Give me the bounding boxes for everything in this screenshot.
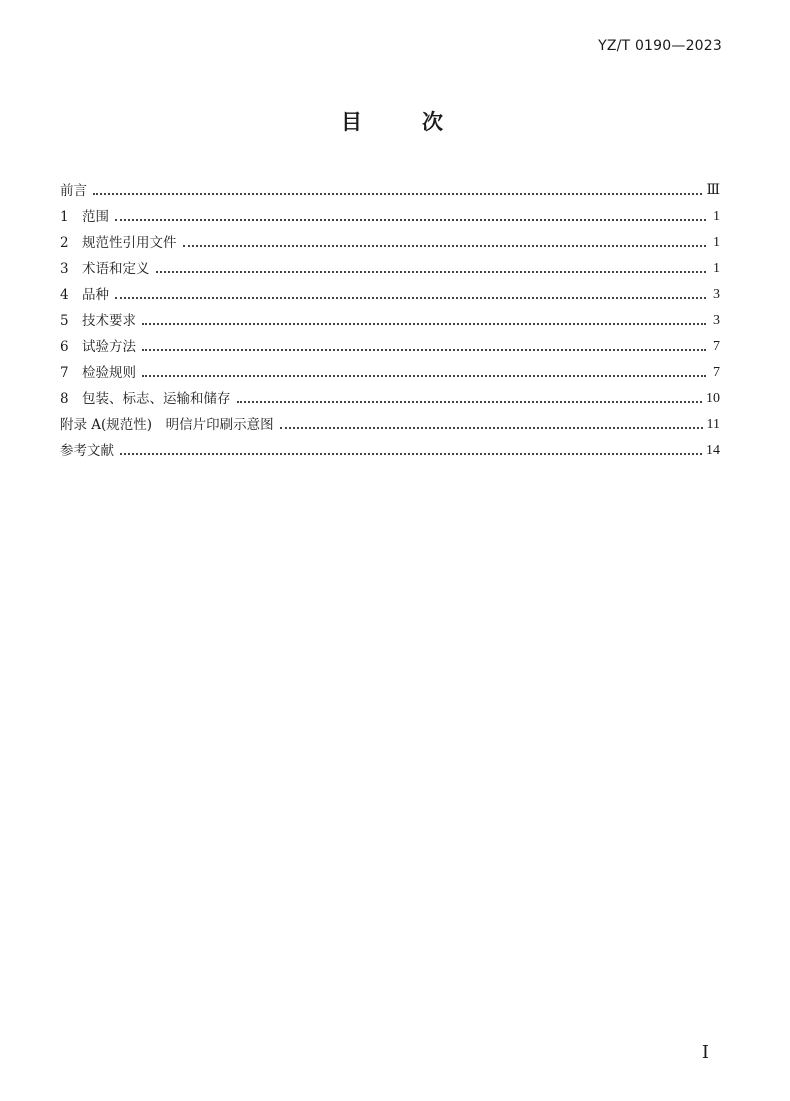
toc-entry-page: 7 bbox=[713, 339, 720, 354]
toc-entry-label: 规范性引用文件 bbox=[82, 235, 177, 251]
dot-leader bbox=[115, 219, 706, 221]
toc-entry-page: 14 bbox=[706, 443, 720, 458]
toc-entry-number: 8 bbox=[60, 391, 69, 407]
dot-leader bbox=[280, 427, 703, 429]
toc-entry-label: 检验规则 bbox=[82, 365, 136, 381]
toc-entry-label: 范围 bbox=[82, 209, 109, 225]
toc-entry-test-methods[interactable] bbox=[60, 332, 720, 358]
toc-entry-normative-references[interactable] bbox=[60, 228, 720, 254]
toc-entry-number: 7 bbox=[60, 365, 69, 381]
toc-entry-label: 参考文献 bbox=[60, 443, 114, 459]
toc-entry-page: 7 bbox=[713, 365, 720, 380]
dot-leader bbox=[142, 349, 706, 351]
table-of-contents bbox=[60, 176, 720, 462]
toc-entry-number: 6 bbox=[60, 339, 69, 355]
toc-entry-scope[interactable] bbox=[60, 202, 720, 228]
toc-entry-inspection-rules[interactable] bbox=[60, 358, 720, 384]
toc-entry-number: 5 bbox=[60, 313, 69, 329]
dot-leader bbox=[156, 271, 707, 273]
toc-entry-number: 1 bbox=[60, 209, 69, 225]
toc-entry-bibliography[interactable] bbox=[60, 436, 720, 462]
toc-entry-label: 附录 A(规范性) 明信片印刷示意图 bbox=[60, 417, 274, 433]
dot-leader bbox=[93, 193, 702, 195]
standard-number: YZ/T 0190—2023 bbox=[598, 38, 722, 54]
toc-entry-page: Ⅲ bbox=[706, 183, 720, 198]
toc-entry-page: 1 bbox=[713, 261, 720, 276]
toc-entry-page: 3 bbox=[713, 313, 720, 328]
dot-leader bbox=[115, 297, 706, 299]
toc-entry-annex-a[interactable] bbox=[60, 410, 720, 436]
toc-entry-varieties[interactable] bbox=[60, 280, 720, 306]
dot-leader bbox=[142, 375, 706, 377]
toc-entry-page: 1 bbox=[713, 235, 720, 250]
toc-entry-label: 技术要求 bbox=[82, 313, 136, 329]
toc-entry-foreword[interactable] bbox=[60, 176, 720, 202]
toc-title: 目 次 bbox=[341, 110, 449, 134]
toc-entry-page: 11 bbox=[706, 417, 720, 432]
toc-entry-terms-definitions[interactable] bbox=[60, 254, 720, 280]
dot-leader bbox=[237, 401, 703, 403]
toc-entry-label: 前言 bbox=[60, 183, 87, 199]
toc-entry-page: 3 bbox=[713, 287, 720, 302]
toc-entry-number: 4 bbox=[60, 287, 69, 303]
toc-entry-page: 10 bbox=[706, 391, 720, 406]
toc-entry-label: 术语和定义 bbox=[82, 261, 150, 277]
dot-leader bbox=[142, 323, 706, 325]
toc-entry-technical-requirements[interactable] bbox=[60, 306, 720, 332]
toc-entry-packaging-marking[interactable] bbox=[60, 384, 720, 410]
toc-entry-number: 3 bbox=[60, 261, 69, 277]
toc-entry-label: 品种 bbox=[82, 287, 109, 303]
toc-entry-number: 2 bbox=[60, 235, 69, 251]
toc-entry-label: 包装、标志、运输和储存 bbox=[82, 391, 231, 407]
page-number: Ⅰ bbox=[701, 1042, 709, 1062]
toc-entry-page: 1 bbox=[713, 209, 720, 224]
toc-entry-label: 试验方法 bbox=[82, 339, 136, 355]
dot-leader bbox=[183, 245, 707, 247]
dot-leader bbox=[120, 453, 702, 455]
